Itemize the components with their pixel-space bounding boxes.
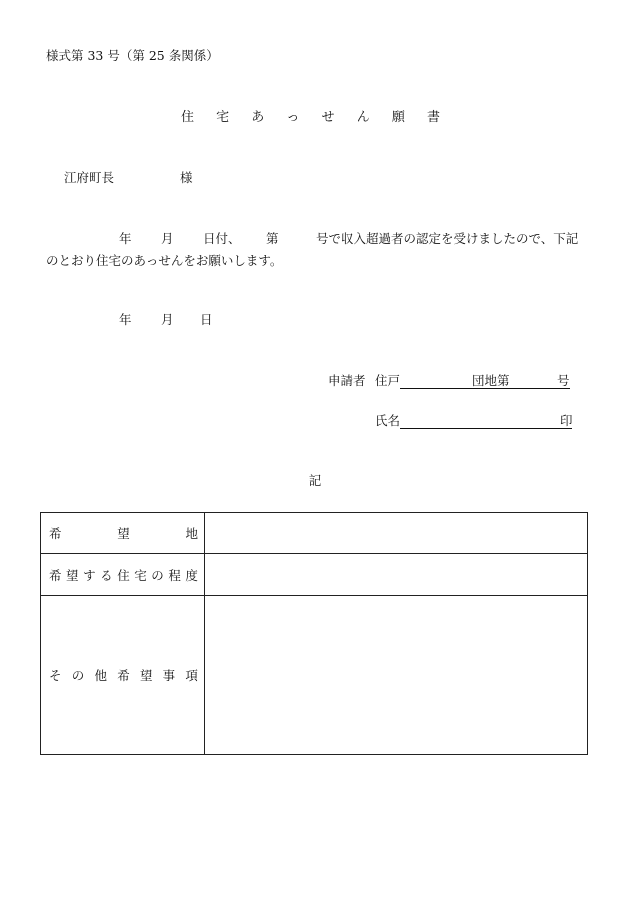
seal-mark: 印 [560, 413, 573, 428]
addressee-name: 江府町長 [64, 170, 115, 185]
document-title: 住 宅 あ っ せ ん 願 書 [181, 110, 449, 125]
go-label: 号 [557, 373, 570, 388]
name-label: 氏名 [375, 413, 401, 428]
danchi-label: 団地第 [472, 373, 510, 388]
date-month-label: 月 [161, 312, 174, 327]
date-year-label: 年 [119, 312, 132, 327]
applicant-label: 申請者 [328, 373, 366, 388]
body-dai-label: 第 [266, 231, 279, 246]
body-month-label: 月 [161, 231, 174, 246]
ki-heading: 記 [308, 473, 322, 488]
table-row [41, 513, 588, 554]
address-label: 住戸 [375, 373, 401, 388]
desired-housing-level-field[interactable] [205, 554, 588, 596]
desired-location-field[interactable] [205, 513, 588, 554]
other-requests-field[interactable] [205, 596, 588, 755]
addressee-honorific: 様 [180, 170, 193, 185]
desired-housing-level-label: 希 望 す る 住 宅 の 程 度 [41, 554, 205, 596]
body-year-label: 年 [119, 231, 132, 246]
other-requests-label: そ の 他 希 望 事 項 [41, 596, 205, 755]
body-line2: のとおり住宅のあっせんをお願いします。 [46, 253, 283, 268]
desired-location-label: 希 望 地 [41, 513, 205, 554]
table-row [41, 554, 588, 596]
table-row [41, 596, 588, 755]
date-day-label: 日 [200, 312, 213, 327]
name-underline [400, 414, 572, 429]
body-line1-tail: 号で収入超過者の認定を受けましたので、下記 [316, 231, 579, 246]
body-day-dated-label: 日付、 [203, 231, 241, 246]
form-number: 様式第 33 号（第 25 条関係） [46, 48, 219, 63]
request-table [40, 512, 588, 755]
